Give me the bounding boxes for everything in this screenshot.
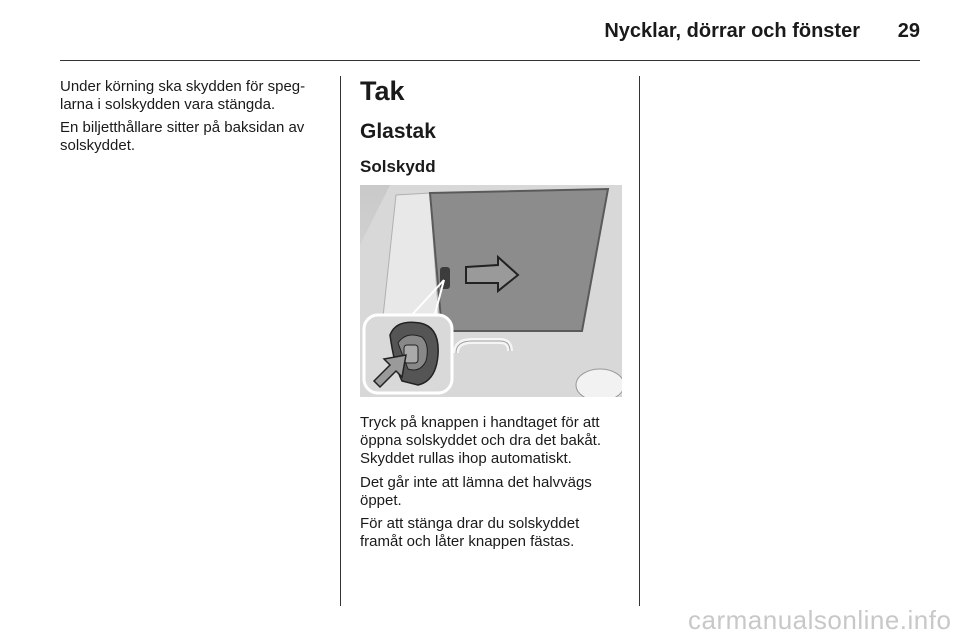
instruction-paragraph-2: Det går inte att lämna det halvvägs öppet. — [360, 474, 592, 509]
sunroof-illustration — [360, 185, 622, 397]
left-paragraph-2: En biljetthållare sitter på baksidan av solskyddet. — [60, 119, 305, 154]
instruction-paragraph-3: För att stänga drar du solskyddet framåt och låter knappen fästas. — [360, 515, 580, 550]
section-heading: Tak — [360, 76, 405, 106]
watermark: carmanualsonline.info — [688, 605, 952, 635]
running-header-title: Nycklar, dörrar och fönster — [604, 20, 860, 42]
left-paragraph-1: Under körning ska skydden för speg- larna i solskydden vara stängda. — [60, 78, 306, 113]
page-number: 29 — [897, 20, 920, 42]
column-divider-right — [639, 76, 640, 606]
column-divider-left — [340, 76, 341, 606]
header-divider — [60, 60, 920, 61]
subsection-heading: Glastak — [360, 120, 436, 143]
instruction-paragraph-1: Tryck på knappen i handtaget för att öppna solskyddet och dra det bakåt. Skyddet rullas ihop automatiskt. — [360, 414, 601, 467]
topic-heading: Solskydd — [360, 157, 436, 176]
